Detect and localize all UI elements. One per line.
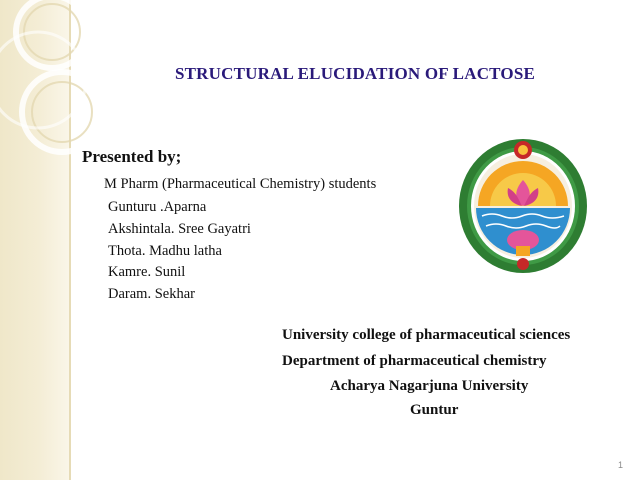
page-number: 1 — [618, 460, 624, 470]
institution-block — [282, 322, 630, 422]
presented-by-label: Presented by; — [82, 147, 182, 166]
presenters-subtitle: M Pharm (Pharmaceutical Chemistry) students — [104, 176, 377, 192]
college-name: University college of pharmaceutical sciences — [282, 327, 571, 343]
student-name: Thota. Madhu latha — [108, 242, 222, 259]
student-name: Kamre. Sunil — [108, 264, 186, 281]
left-decorative-band — [0, 0, 70, 480]
slide-title: STRUCTURAL ELUCIDATION OF LACTOSE — [174, 64, 536, 83]
student-name: Gunturu .Aparna — [108, 199, 207, 215]
student-name: Akshintala. Sree Gayatri — [108, 220, 251, 237]
student-list — [108, 197, 251, 306]
department-name: Department of pharmaceutical chemistry — [282, 353, 547, 369]
university-name: Acharya Nagarjuna University — [330, 378, 529, 394]
student-name: Daram. Sekhar — [108, 286, 195, 303]
city-name: Guntur — [410, 402, 459, 418]
university-emblem-icon — [456, 136, 590, 276]
